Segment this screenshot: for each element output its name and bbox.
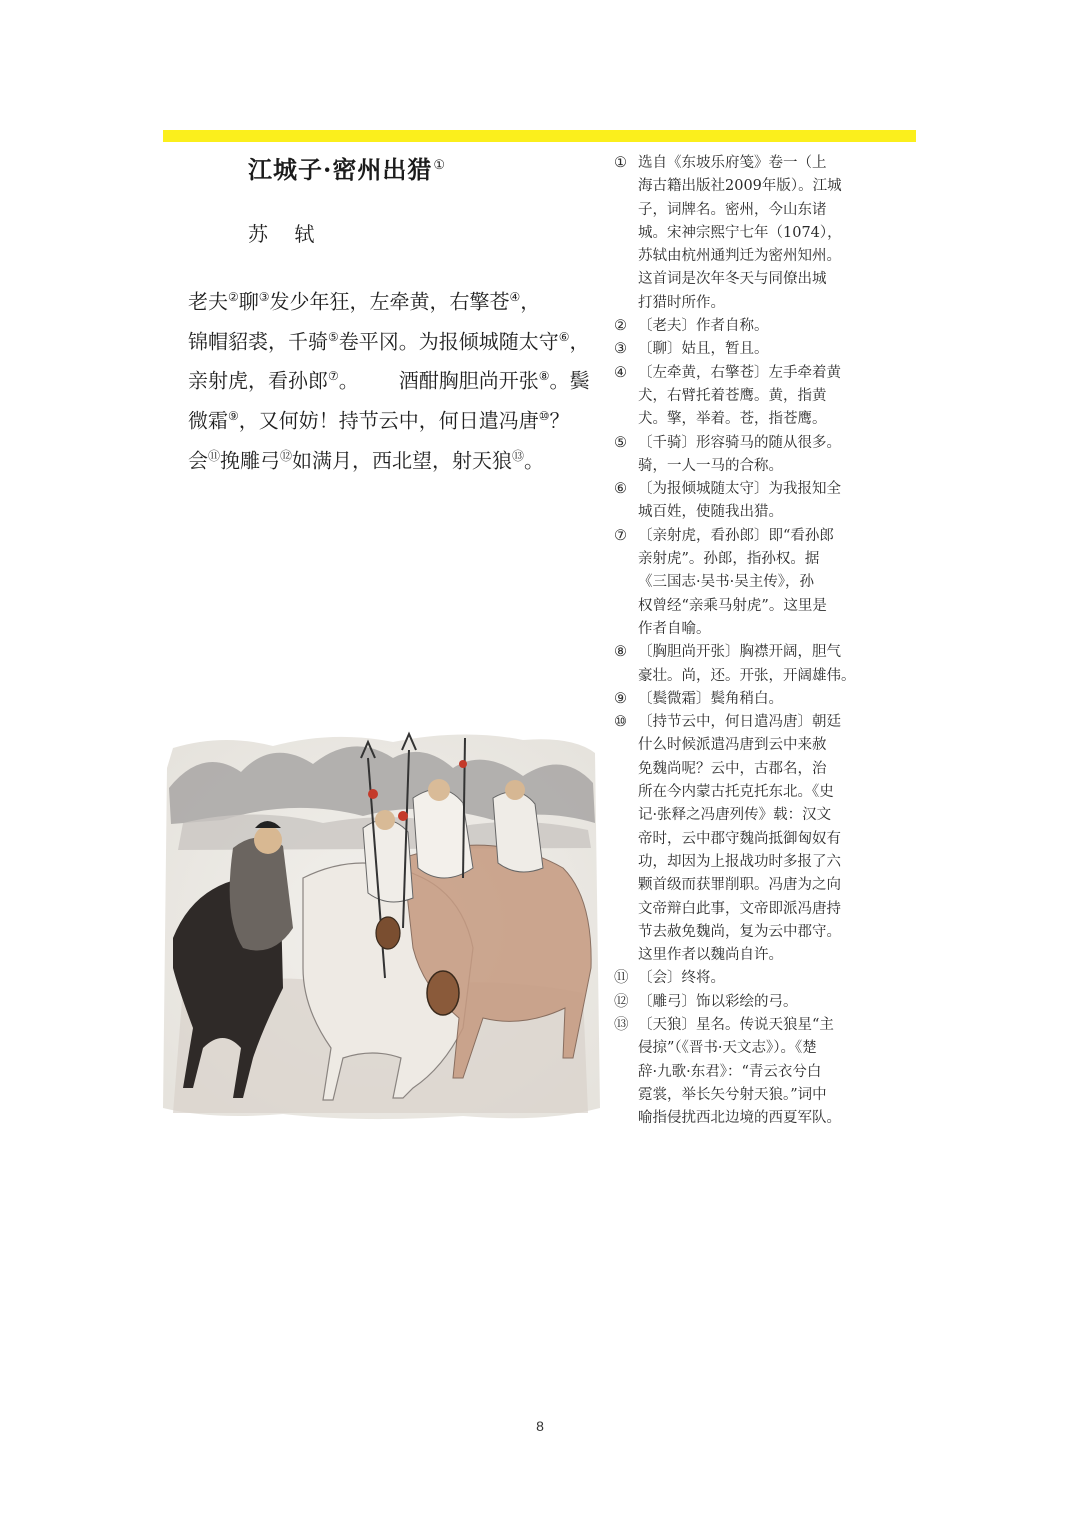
footnote-text: 什么时候派遣冯唐到云中来赦 — [638, 737, 827, 754]
footnote-text: 记·张释之冯唐列传》载：汉文 — [638, 807, 832, 824]
footnote-item — [614, 641, 856, 688]
footnote-text: 选自《东坡乐府笺》卷一（上 — [638, 155, 827, 171]
footnote-item — [614, 1014, 846, 1130]
footnote-text: 犬，右臂托着苍鹰。黄，指黄 — [638, 387, 827, 404]
footnote-text: 〔亲射虎，看孙郎〕即“看孙郎 — [638, 527, 834, 544]
footnote-item — [614, 432, 846, 479]
footnote-text: 海古籍出版社2009年版）。江城 — [638, 178, 842, 195]
footnote-text: 骑，一人一马的合称。 — [638, 457, 783, 474]
footnote-text: 〔胸胆尚开张〕胸襟开阔，胆气 — [638, 644, 841, 661]
footnote-item — [614, 478, 846, 525]
footnote-number: ④ — [614, 364, 627, 381]
footnote-number: ① — [614, 155, 627, 171]
poem-title — [248, 150, 446, 185]
footnote-marker: ⑦ — [328, 369, 339, 384]
poem-text: ， — [520, 289, 541, 314]
footnote-item — [614, 362, 846, 432]
page-number: 8 — [536, 1418, 544, 1434]
footnote-text: 苏轼由杭州通判迁为密州知州。 — [638, 248, 841, 265]
footnote-marker: ④ — [509, 290, 521, 304]
footnote-number: ⑪ — [614, 970, 629, 987]
footnote-number: ⑨ — [614, 690, 627, 707]
footnote-text: 这里作者以魏尚自许。 — [638, 947, 783, 964]
poem-text: 。 — [524, 448, 545, 473]
footnote-text: 颗首级而获罪削职。冯唐为之向 — [638, 877, 841, 894]
footnote-text: 辞·九歌·东君》：“青云衣兮白 — [638, 1063, 822, 1080]
footnotes-column — [614, 152, 856, 1130]
footnote-text: 《三国志·吴书·吴主传》，孙 — [638, 574, 814, 591]
poem-line — [188, 439, 588, 479]
footnote-text: 亲射虎”。孙郎，指孙权。据 — [638, 551, 820, 568]
footnote-marker: ③ — [258, 290, 270, 304]
footnote-text: 免魏尚呢？云中，古郡名，治 — [638, 760, 827, 777]
footnote-text: 〔老夫〕作者自称。 — [638, 318, 769, 335]
footnote-text: 〔聊〕姑且，暂且。 — [638, 341, 769, 358]
poem-title-text: 江城子·密州出猎 — [248, 155, 433, 184]
footnote-number: ⑤ — [614, 434, 627, 451]
footnote-text: 〔为报倾城随太守〕为我报知全 — [638, 481, 841, 498]
footnote-text: 文帝辩白此事，文帝即派冯唐持 — [638, 900, 841, 917]
footnote-text: 〔千骑〕形容骑马的随从很多。 — [638, 434, 841, 451]
footnote-marker: ② — [228, 290, 239, 304]
poem-text: 会 — [188, 448, 208, 473]
footnote-marker: ⑨ — [228, 408, 239, 423]
footnote-item — [614, 711, 846, 967]
poem-text: 老夫 — [188, 289, 228, 314]
poem-text: 酒酣胸胆尚开张 — [398, 368, 539, 393]
footnote-marker: ⑬ — [512, 448, 525, 463]
footnote-number: ② — [614, 318, 627, 335]
footnote-item — [614, 525, 846, 641]
footnote-text: 犬。擎，举着。苍，指苍鹰。 — [638, 411, 827, 428]
hunting-illustration — [163, 728, 600, 1123]
footnote-text: 侵掠”（《晋书·天文志》）。《楚 — [638, 1040, 817, 1057]
footnote-text: 这首词是次年冬天与同僚出城 — [638, 271, 827, 288]
footnote-text: 〔持节云中，何日遣冯唐〕朝廷 — [638, 714, 841, 731]
poem-text: 。 — [338, 368, 359, 393]
footnote-text: 豪壮。尚，还。开张，开阔雄伟。 — [638, 667, 856, 684]
footnote-item — [614, 967, 846, 990]
poem-line — [188, 280, 588, 320]
footnote-text: 〔鬓微霜〕鬓角稍白。 — [638, 690, 783, 707]
poem-text: 如满月，西北望，射天狼 — [292, 448, 513, 473]
footnote-item — [614, 315, 846, 338]
footnote-number: ⑧ — [614, 644, 627, 661]
footnote-number: ③ — [614, 341, 627, 358]
poem-text: 挽雕弓 — [220, 448, 281, 473]
poem-line — [188, 359, 588, 399]
footnote-marker: ⑪ — [208, 448, 221, 463]
poem-text: ， — [569, 329, 590, 354]
footnote-text: 帝时，云中郡守魏尚抵御匈奴有 — [638, 830, 841, 847]
accent-bar — [163, 130, 916, 142]
footnote-marker: ⑥ — [558, 329, 570, 344]
footnote-number: ⑬ — [614, 1016, 629, 1033]
footnote-text: 节去赦免魏尚，复为云中郡守。 — [638, 923, 841, 940]
poem-text: 聊 — [238, 289, 259, 314]
footnote-text: 城百姓，使随我出猎。 — [638, 504, 783, 521]
footnote-item — [614, 991, 846, 1014]
footnote-text: 城。宋神宗熙宁七年（1074）， — [638, 224, 842, 241]
footnote-marker: ⑧ — [538, 369, 550, 384]
footnote-marker: ⑫ — [280, 448, 293, 463]
footnote-number: ⑩ — [614, 714, 627, 731]
footnote-text: 权曾经“亲乘马射虎”。这里是 — [638, 597, 827, 614]
footnote-marker: ⑤ — [328, 329, 339, 344]
poem-text: 。鬓 — [549, 368, 590, 393]
footnote-text: 〔天狼〕星名。传说天狼星“主 — [638, 1016, 834, 1033]
footnote-number: ⑦ — [614, 527, 627, 544]
footnote-text: 打猎时所作。 — [638, 294, 725, 311]
poem-line — [188, 399, 588, 439]
footnote-text: 作者自喻。 — [638, 620, 711, 637]
footnote-text: 〔雕弓〕饰以彩绘的弓。 — [638, 993, 798, 1010]
footnote-marker: ⑩ — [538, 408, 550, 423]
footnote-text: 所在今内蒙古托克托东北。《史 — [638, 784, 834, 801]
poem-author: 苏 轼 — [248, 222, 325, 246]
poem-text: 锦帽貂裘，千骑 — [188, 329, 328, 354]
footnote-item — [614, 338, 846, 361]
poem-text: 亲射虎，看孙郎 — [188, 368, 328, 393]
footnote-number: ⑥ — [614, 481, 627, 498]
footnote-text: 〔左牵黄，右擎苍〕左手牵着黄 — [638, 364, 841, 381]
footnote-text: 〔会〕终将。 — [638, 970, 725, 987]
poem-text: 卷平冈。为报倾城随太守 — [338, 329, 559, 354]
poem-text: ？ — [549, 408, 570, 433]
footnote-item — [614, 688, 846, 711]
footnote-text: 喻指侵扰西北边境的西夏军队。 — [638, 1110, 841, 1127]
footnote-text: 子，词牌名。密州，今山东诸 — [638, 201, 827, 218]
footnote-marker: ① — [433, 158, 447, 173]
poem-line — [188, 320, 588, 360]
poem-text: 发少年狂，左牵黄，右擎苍 — [269, 289, 510, 314]
footnote-text: 功，却因为上报战功时多报了六 — [638, 853, 841, 870]
footnote-number: ⑫ — [614, 993, 629, 1010]
footnote-text: 霓裳，举长矢兮射天狼。”词中 — [638, 1086, 827, 1103]
poem-text: 微霜 — [188, 408, 228, 433]
poem-body — [188, 280, 588, 478]
footnote-item — [614, 152, 846, 315]
poem-text: ，又何妨！持节云中，何日遣冯唐 — [238, 408, 539, 433]
